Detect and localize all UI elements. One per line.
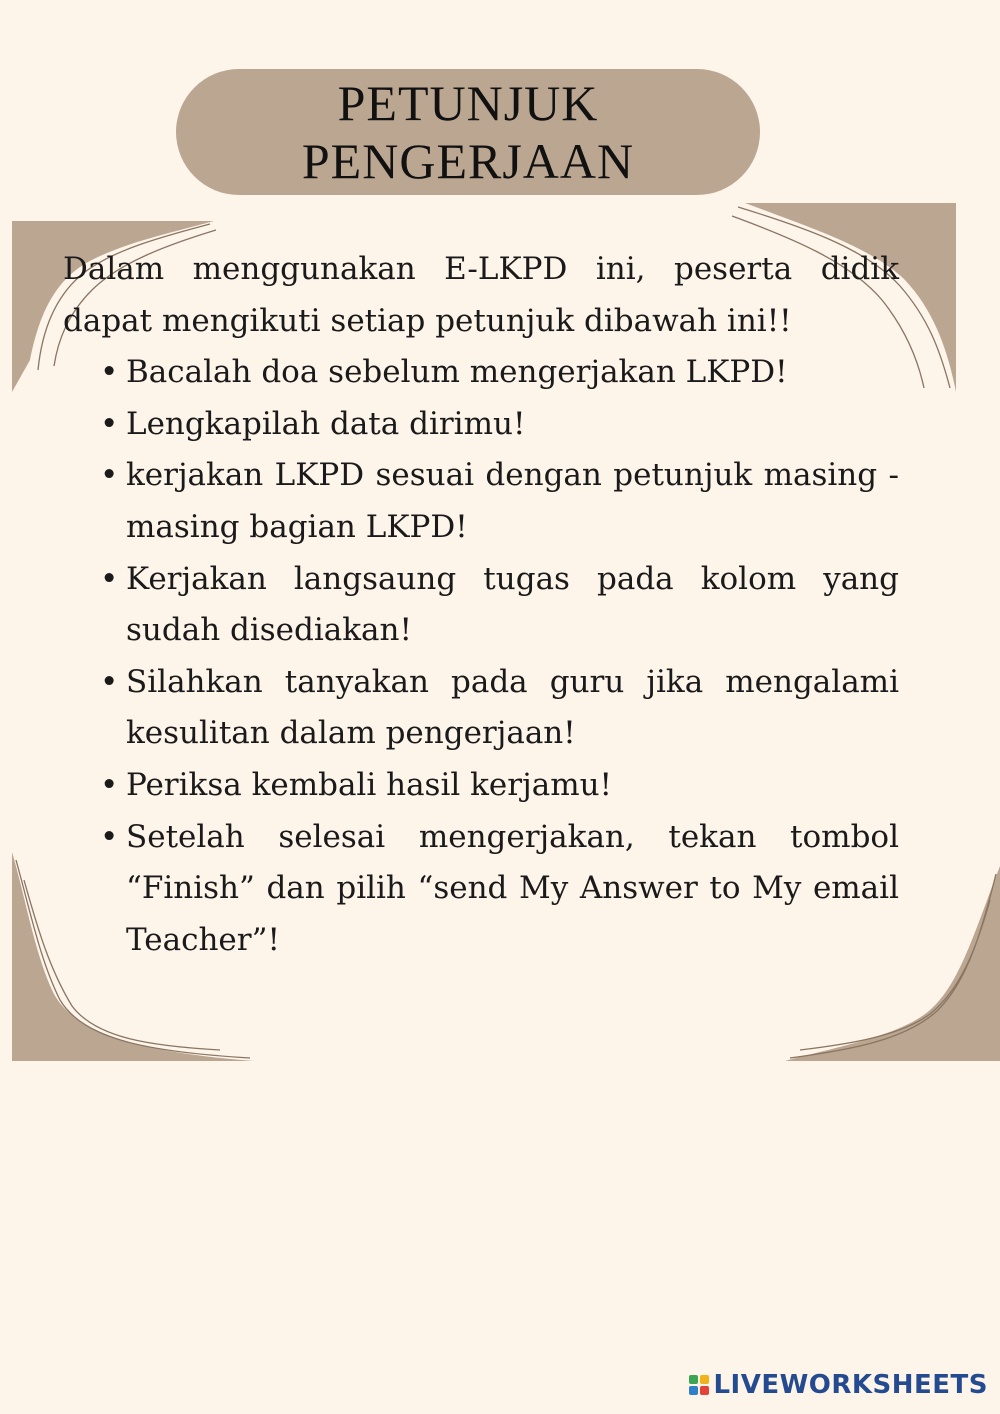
- list-item: [100, 554, 899, 657]
- bullet-icon: •: [100, 457, 119, 494]
- mark-square-red: [700, 1386, 709, 1395]
- list-item-text: Lengkapilah data dirimu!: [126, 405, 526, 442]
- mark-square-blue: [689, 1386, 698, 1395]
- page-title-line-1: PETUNJUK: [337, 75, 599, 131]
- instructions-body: [63, 244, 899, 966]
- list-item-text: Silahkan tanyakan pada guru jika mengalami kesulitan dalam pengerjaan!: [126, 663, 899, 752]
- title-banner: [176, 69, 760, 195]
- bullet-icon: •: [100, 766, 119, 803]
- list-item: [100, 399, 899, 451]
- list-item-text: Setelah selesai mengerjakan, tekan tombol “Finish” dan pilih “send My Answer to My email Teacher”!: [126, 818, 899, 958]
- liveworksheets-mark-icon: [689, 1375, 709, 1395]
- list-item: [100, 347, 899, 399]
- mark-square-green: [689, 1375, 698, 1384]
- list-item-text: kerjakan LKPD sesuai dengan petunjuk masing - masing bagian LKPD!: [126, 457, 899, 545]
- bullet-icon: •: [100, 818, 119, 855]
- bullet-icon: •: [100, 560, 119, 597]
- list-item: [100, 760, 899, 812]
- bullet-icon: •: [100, 354, 119, 391]
- list-item: [100, 657, 899, 760]
- bullet-icon: •: [100, 405, 119, 442]
- mark-square-yellow: [700, 1375, 709, 1384]
- liveworksheets-logo[interactable]: [689, 1370, 988, 1400]
- list-item-text: Bacalah doa sebelum mengerjakan LKPD!: [126, 354, 788, 391]
- list-item: [100, 812, 899, 967]
- list-item-text: Kerjakan langsaung tugas pada kolom yang sudah disediakan!: [126, 560, 899, 649]
- page-title-line-2: PENGERJAAN: [301, 133, 635, 189]
- instruction-list: [63, 347, 899, 966]
- brand-name: LIVEWORKSHEETS: [713, 1370, 988, 1400]
- bullet-icon: •: [100, 663, 119, 700]
- intro-paragraph: Dalam menggunakan E-LKPD ini, peserta didik dapat mengikuti setiap petunjuk dibawah ini!!: [63, 251, 899, 339]
- list-item: [100, 450, 899, 553]
- list-item-text: Periksa kembali hasil kerjamu!: [126, 766, 613, 803]
